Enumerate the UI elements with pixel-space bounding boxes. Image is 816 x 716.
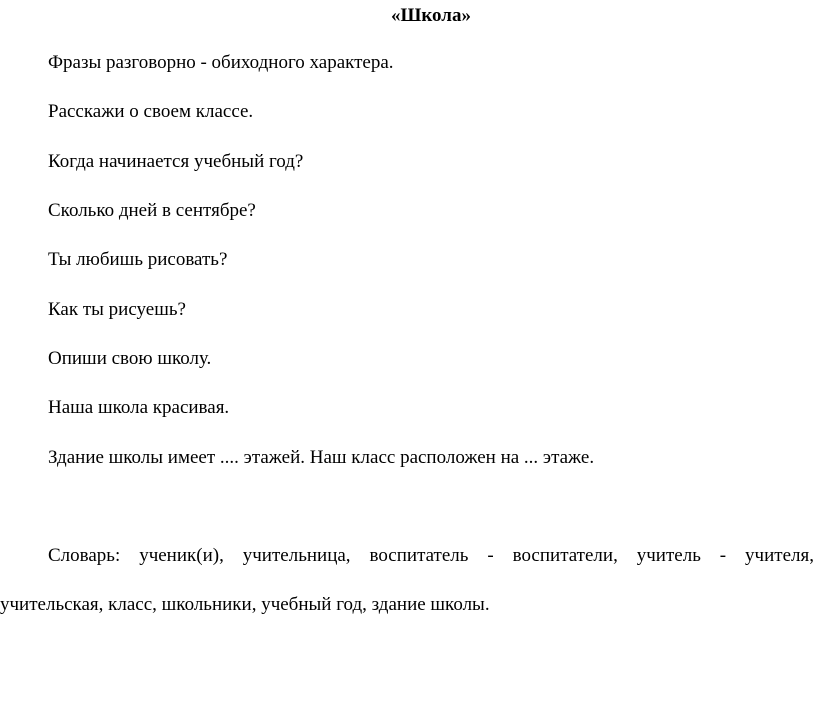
phrase-line-9: Здание школы имеет .... этажей. Наш класс расположен на ... этаже. <box>48 447 595 468</box>
phrase-line-3: Когда начинается учебный год? <box>48 151 304 172</box>
phrase-line-1: Фразы разговорно - обиходного характера. <box>48 52 394 73</box>
phrase-line-7: Опиши свою школу. <box>48 348 212 369</box>
phrase-line-5: Ты любишь рисовать? <box>48 249 228 270</box>
phrase-line-8: Наша школа красивая. <box>48 397 230 418</box>
phrase-line-6: Как ты рисуешь? <box>48 299 186 320</box>
vocabulary-line-2: учительская, класс, школьники, учебный год, здание школы. <box>0 594 490 615</box>
phrase-line-4: Сколько дней в сентябре? <box>48 200 256 221</box>
phrase-line-2: Расскажи о своем классе. <box>48 101 254 122</box>
vocabulary-line-1: Словарь: ученик(и), учительница, воспитатель - воспитатели, учитель - учителя, <box>48 545 814 566</box>
document-title: «Школа» <box>391 5 471 26</box>
